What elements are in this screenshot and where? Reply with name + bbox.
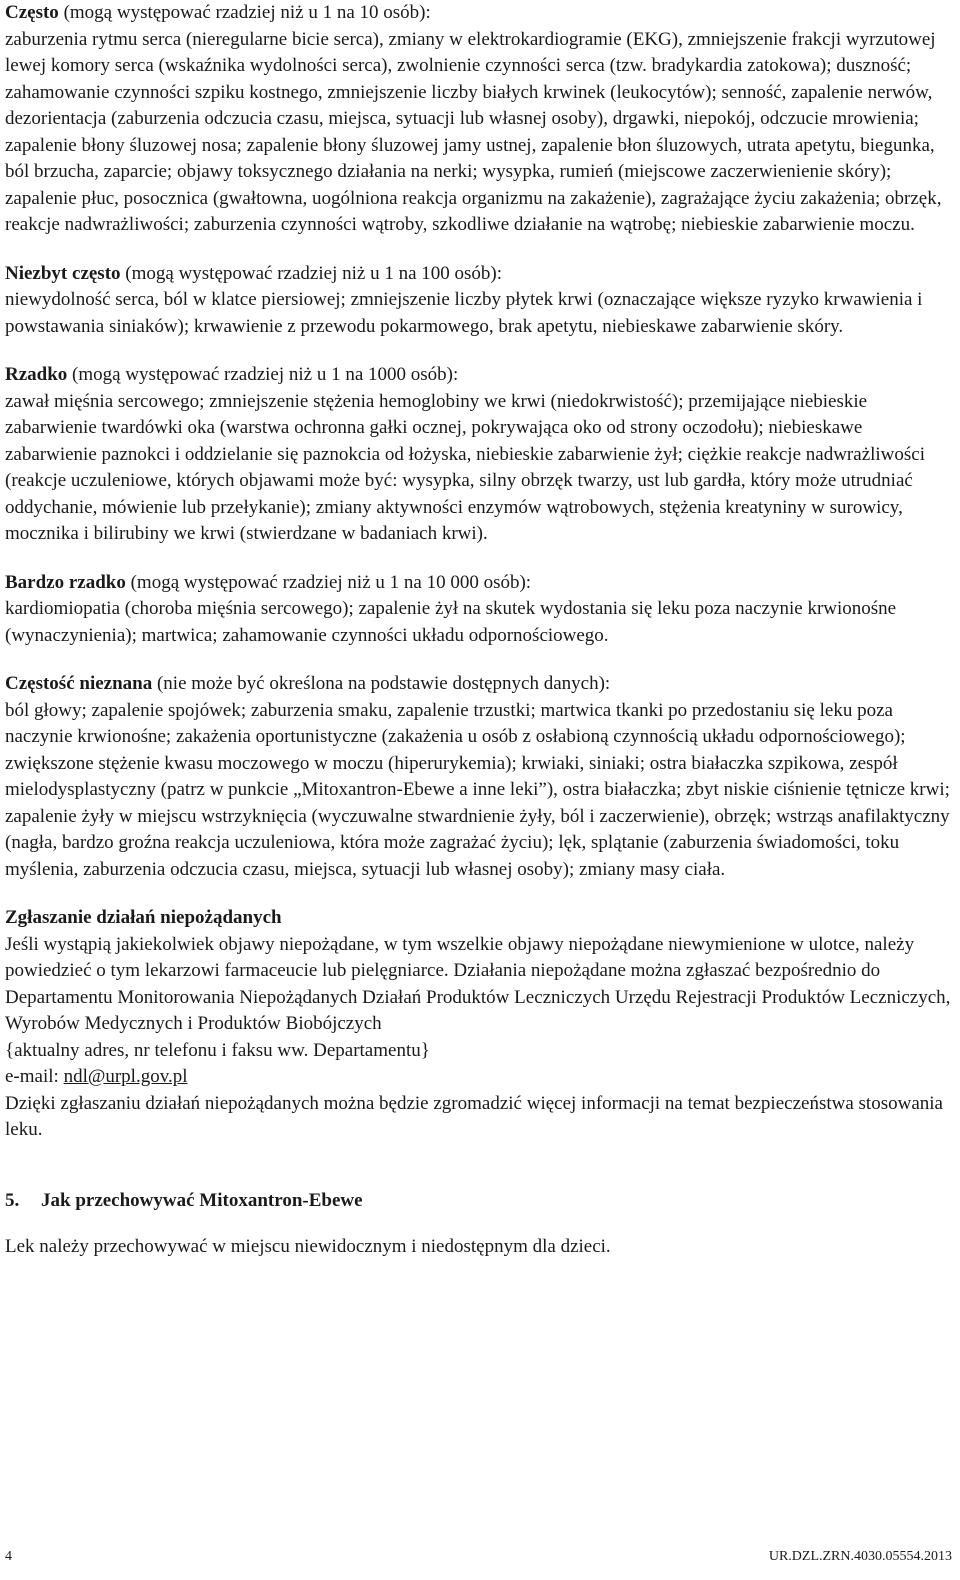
section-body: zaburzenia rytmu serca (nieregularne bicie serca), zmiany w elektrokardiogramie (EKG), zmniejszenie frakcji wyrzutowej lewej komory serca (wskaźnika wydolności serca), zwolnienie czynności serca (tzw. bradykardia zatokowa); duszność; zahamowanie czynności szpiku kostnego, zmniejszenie liczby białych krwinek (leukocytów); senność, zapalenie nerwów, dezorientacja (zaburzenia odczucia czasu, miejsca, sytuacji lub własnej osoby), drgawki, niepokój, odczucie mrowienia; zapalenie błony śluzowej nosa; zapalenie błony śluzowej jamy ustnej, zapalenie błon śluzowych, utrata apetytu, biegunka, ból brzucha, zaparcie; objawy toksycznego działania na nerki; wysypka, rumień (miejscowe zaczerwienienie skóry); zapalenie płuc, posocznica (gwałtowna, uogólniona reakcja organizmu na zakażenie), zagrażające życiu zakażenia; obrzęk, reakcje nadwrażliwości; zaburzenia czynności wątroby, szkodliwe działanie na wątrobę; niebieskie zabarwienie moczu.: [5, 28, 942, 235]
reporting-body: Jeśli wystąpią jakiekolwiek objawy niepożądane, w tym wszelkie objawy niepożądane niewymienione w ulotce, należy powiedzieć o tym lekarzowi farmaceucie lub pielęgniarce. Działania niepożądane można zgłaszać bezpośrednio do Departamentu Monitorowania Niepożądanych Działań Produktów Leczniczych Urzędu Rejestracji Produktów Leczniczych, Wyrobów Medycznych i Produktów Biobójczych: [5, 933, 951, 1034]
reporting-section: [5, 905, 953, 1144]
section-lead-detail: (nie może być określona na podstawie dostępnych danych):: [152, 673, 611, 694]
reporting-address: {aktualny adres, nr telefonu i faksu ww. Departamentu}: [5, 1039, 430, 1061]
section-lead-detail: (mogą występować rzadziej niż u 1 na 10 osób):: [58, 2, 431, 23]
section-lead-detail: (mogą występować rzadziej niż u 1 na 1000 osób):: [67, 364, 459, 385]
frequency-section-very-rare: [5, 570, 953, 650]
page-number: 4: [5, 1549, 12, 1564]
frequency-section-rare: [5, 362, 953, 548]
section-lead-detail: (mogą występować rzadziej niż u 1 na 100 osób):: [120, 262, 502, 284]
document-page: [5, 0, 953, 1261]
section-lead: Częstość nieznana: [5, 673, 153, 694]
section-lead-detail: (mogą występować rzadziej niż u 1 na 10 000 osób):: [125, 571, 532, 593]
section-body: kardiomiopatia (choroba mięśnia sercowego); zapalenie żył na skutek wydostania się leku poza naczynie krwionośne (wynaczynienia); martwica; zahamowanie czynności układu odpornościowego.: [5, 598, 897, 646]
section-body: niewydolność serca, ból w klatce piersiowej; zmniejszenie liczby płytek krwi (oznaczające większe ryzyko krwawienia i powstawania siniaków); krwawienie z przewodu pokarmowego, brak apetytu, niebieskawe zabarwienie skóry.: [5, 289, 923, 337]
frequency-section-often: [5, 0, 953, 239]
reporting-heading: Zgłaszanie działań niepożądanych: [5, 907, 282, 928]
section-title: Jak przechowywać Mitoxantron-Ebewe: [41, 1189, 363, 1211]
section-lead: Rzadko: [5, 364, 68, 385]
section-body: zawał mięśnia sercowego; zmniejszenie stężenia hemoglobiny we krwi (niedokrwistość); przemijające niebieskie zabarwienie twardówki oka (warstwa ochronna gałki ocznej, pokrywająca oko od strony oczodołu); niebieskawe zabarwienie paznokci i oddzielanie się paznokcia od łożyska, niebieskie zabarwienie żył; ciężkie reakcje nadwrażliwości (reakcje uczuleniowe, których objawami może być: wysypka, silny obrzęk twarzy, ust lub gardła, który może utrudniać oddychanie, mówienie lub przełykanie); zmiany aktywności enzymów wątrobowych, stężenia kreatyniny w surowicy, mocznika i bilirubiny we krwi (stwierdzane w badaniach krwi).: [5, 390, 926, 544]
section-lead: Bardzo rzadko: [5, 571, 126, 593]
section-5-body: Lek należy przechowywać w miejscu niewidocznym i niedostępnym dla dzieci.: [5, 1236, 611, 1257]
section-number: 5.: [5, 1189, 20, 1211]
email-link[interactable]: ndl@urpl.gov.pl: [63, 1066, 188, 1087]
section-lead: Często: [5, 2, 59, 23]
frequency-section-uncommon: [5, 261, 953, 341]
section-lead: Niezbyt często: [5, 262, 121, 284]
reporting-closing: Dzięki zgłaszaniu działań niepożądanych można będzie zgromadzić więcej informacji na temat bezpieczeństwa stosowania leku.: [5, 1092, 943, 1140]
email-label: e-mail:: [5, 1066, 64, 1087]
document-code: UR.DZL.ZRN.4030.05554.2013: [768, 1549, 952, 1564]
frequency-section-unknown: [5, 671, 953, 883]
section-body: ból głowy; zapalenie spojówek; zaburzenia smaku, zapalenie trzustki; martwica tkanki po przedostaniu się leku poza naczynie krwionośne; zakażenia oportunistyczne (zakażenia u osób z osłabioną czynnością układu odpornościowego); zwiększone stężenie kwasu moczowego w moczu (hiperurykemia); krwiaki, siniaki; ostra białaczka szpikowa, zespół mielodysplastyczny (patrz w punkcie „Mitoxantron-Ebewe a inne leki”), ostra białaczka; zbyt niskie ciśnienie tętnicze krwi; zapalenie żyły w miejscu wstrzyknięcia (wyczuwalne stwardnienie żyły, ból i zaczerwienie), obrzęk; wstrząs anafilaktyczny (nagła, bardzo groźna reakcja uczuleniowa, która może zagrażać życiu); lęk, splątanie (zaburzenia świadomości, toku myślenia, zaburzenia odczucia czasu, miejsca, sytuacji lub własnej osoby); zmiany masy ciała.: [5, 699, 950, 880]
page-footer: [5, 1548, 952, 1566]
section-5-heading: [5, 1188, 953, 1215]
